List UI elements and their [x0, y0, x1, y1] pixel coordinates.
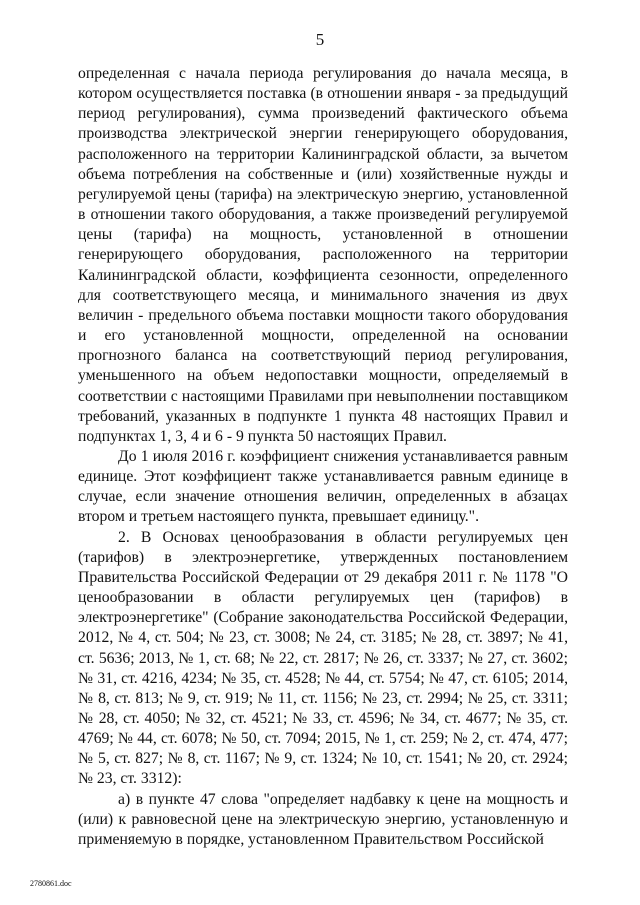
page-number: 5	[315, 30, 325, 49]
document-body	[78, 64, 568, 850]
paragraph-amendment-2: 2. В Основах ценообразования в области регулируемых цен (тарифов) в электроэнергетике, утвержденных постановлением Правительства Российской Федерации от 29 декабря 2011 г. № 1178 "О ценообразовании в области регулируемых цен (тарифов) в электроэнергетике" (Собрание законодательства Российской Федерации, 2012, № 4, ст. 504; № 23, ст. 3008; № 24, ст. 3185; № 28, ст. 3897; № 41, ст. 5636; 2013, № 1, ст. 68; № 22, ст. 2817; № 26, ст. 3337; № 27, ст. 3602; № 31, ст. 4216, 4234; № 35, ст. 4528; № 44, ст. 5754; № 47, ст. 6105; 2014, № 8, ст. 813; № 9, ст. 919; № 11, ст. 1156; № 23, ст. 2994; № 25, ст. 3311; № 28, ст. 4050; № 32, ст. 4521; № 33, ст. 4596; № 34, ст. 4677; № 35, ст. 4769; № 44, ст. 6078; № 50, ст. 7094; 2015, № 1, ст. 259; № 2, ст. 474, 477; № 5, ст. 827; № 8, ст. 1167; № 9, ст. 1324; № 10, ст. 1541; № 20, ст. 2924; № 23, ст. 3312):	[78, 528, 568, 788]
paragraph-coefficient: До 1 июля 2016 г. коэффициент снижения устанавливается равным единице. Этот коэффициент также устанавливается равным единице в случае, если значение отношения величин, определенных в абзацах втором и третьем настоящего пункта, превышает единицу.".	[78, 447, 568, 526]
paragraph-continuation: определенная с начала периода регулирования до начала месяца, в котором осуществляется поставка (в отношении января - за предыдущий период регулирования), сумма произведений фактического объема производства электрической энергии генерирующего оборудования, расположенного на территории Калининградской области, за вычетом объема потребления на собственные и (или) хозяйственные нужды и регулируемой цены (тарифа) на электрическую энергию, установленной в отношении такого оборудования, а также произведений регулируемой цены (тарифа) на мощность, установленной в отношении генерирующего оборудования, расположенного на территории Калининградской области, коэффициента сезонности, определенного для соответствующего месяца, и минимального значения из двух величин - предельного объема поставки мощности такого оборудования и его установленной мощности, определенной на основании прогнозного баланса на соответствующий период регулирования, уменьшенного на объем недопоставки мощности, определяемый в соответствии с настоящими Правилами при невыполнении поставщиком требований, указанных в подпункте 1 пункта 48 настоящих Правил и подпунктах 1, 3, 4 и 6 - 9 пункта 50 настоящих Правил.	[78, 65, 568, 445]
footer-file-code: 2780861.doc	[30, 879, 72, 888]
paragraph-subitem-a: а) в пункте 47 слова "определяет надбавку к цене на мощность и (или) к равновесной цене на электрическую энергию, установленную и применяемую в порядке, установленном Правительством Российской	[78, 790, 568, 848]
